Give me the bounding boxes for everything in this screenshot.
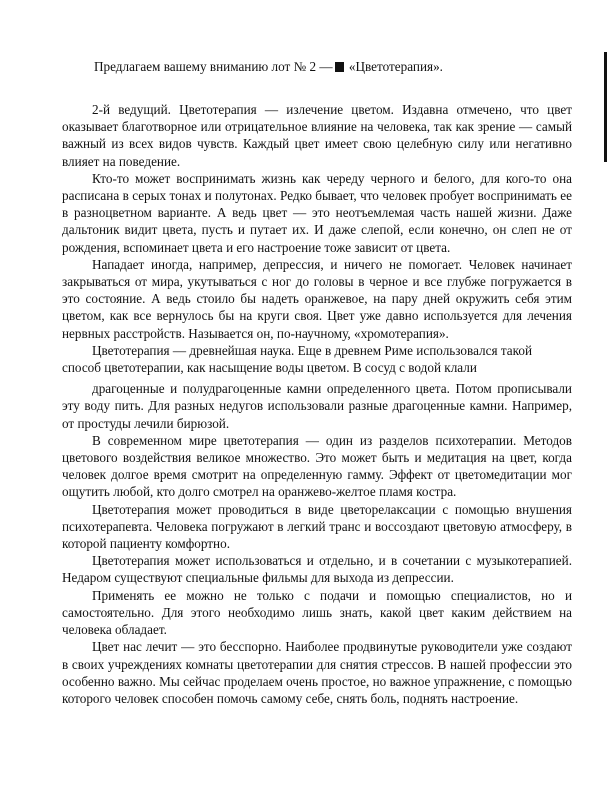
paragraph-3: Нападает иногда, например, депрессия, и ничего не помогает. Человек начинает закрываться от мира, укутываться с ног до головы в черное и все глубже погружается в это состояние. А ведь стоило бы надеть оранжевое, на пару дней окружить себя этим цветом, как все вернулось бы на круги своя. Цвет уже давно используется для лечения нервных расстройств. Называется он, по-научному, «хромотерапия». [62, 256, 572, 341]
paragraph-4: Цветотерапия — древнейшая наука. Еще в древнем Риме использовался такой способ цветотерапии, как насыщение воды цветом. В сосуд с водой клали [62, 342, 532, 376]
document-page [62, 58, 572, 707]
paragraph-5: В современном мире цветотерапия — один из разделов психотерапии. Методов цветового воздействия великое множество. Это может быть и медитация на цвет, когда человек долгое время смотрит на определенную гамму. Эффект от цветомедитации мог ощутить любой, кто долго смотрел на оранжево-желтое пламя костра. [62, 432, 572, 500]
paragraph-6: Цветотерапия может проводиться в виде цветорелаксации с помощью внушения психотерапевта. Человека погружают в легкий транс и воссоздают цветовую атмосферу, в которой пациенту комфортно. [62, 501, 572, 552]
paragraph-8: Применять ее можно не только с подачи и помощью специалистов, но и самостоятельно. Для этого необходимо лишь знать, какой цвет каким действием на человека обладает. [62, 587, 572, 638]
lot-heading-text: Предлагаем вашему вниманию лот № 2 — [94, 59, 333, 74]
lot-heading-title: «Цветотерапия». [345, 59, 443, 74]
paragraph-9: Цвет нас лечит — это бесспорно. Наиболее продвинутые руководители уже создают в своих учреждениях комнаты цветотерапии для снятия стрессов. В нашей профессии это особенно важно. Мы сейчас проделаем очень простое, но важное упражнение, с помощью которого человек способен помочь самому себе, снять боль, поднять настроение. [62, 639, 572, 706]
paragraph-7: Цветотерапия может использоваться и отдельно, и в сочетании с музыкотерапией. Недаром существуют специальные фильмы для выхода из депрессии. [62, 553, 572, 586]
paragraph-2: Кто-то может воспринимать жизнь как череду черного и белого, для кого-то она расписана в серых тонах и полутонах. Редко бывает, что человек пробует воспринимать ее в разноцветном варианте. А ведь цвет — это неотъемлемая часть нашей жизни. Даже дальтоник видит цвета, пусть и путает их. И даже слепой, если конечно, он слеп не от рождения, вспоминает цвета и его настроение тоже зависит от цвета. [62, 170, 572, 255]
lot-heading [94, 58, 572, 75]
square-bullet-icon [335, 62, 344, 72]
paragraph-4-continued: драгоценные и полудрагоценные камни определенного цвета. Потом прописывали эту воду пить. Для разных недугов использовали разные драгоценные камни. Например, от простуды лечили бирюзой. [62, 381, 572, 431]
margin-rule [604, 52, 607, 162]
paragraph-1: 2-й ведущий. Цветотерапия — излечение цветом. Издавна отмечено, что цвет оказывает благотворное или отрицательное влияние на человека, так как зрение — самый важный из всех видов чувств. Каждый цвет имеет свою целебную силу или негативно влияет на поведение. [62, 102, 572, 169]
